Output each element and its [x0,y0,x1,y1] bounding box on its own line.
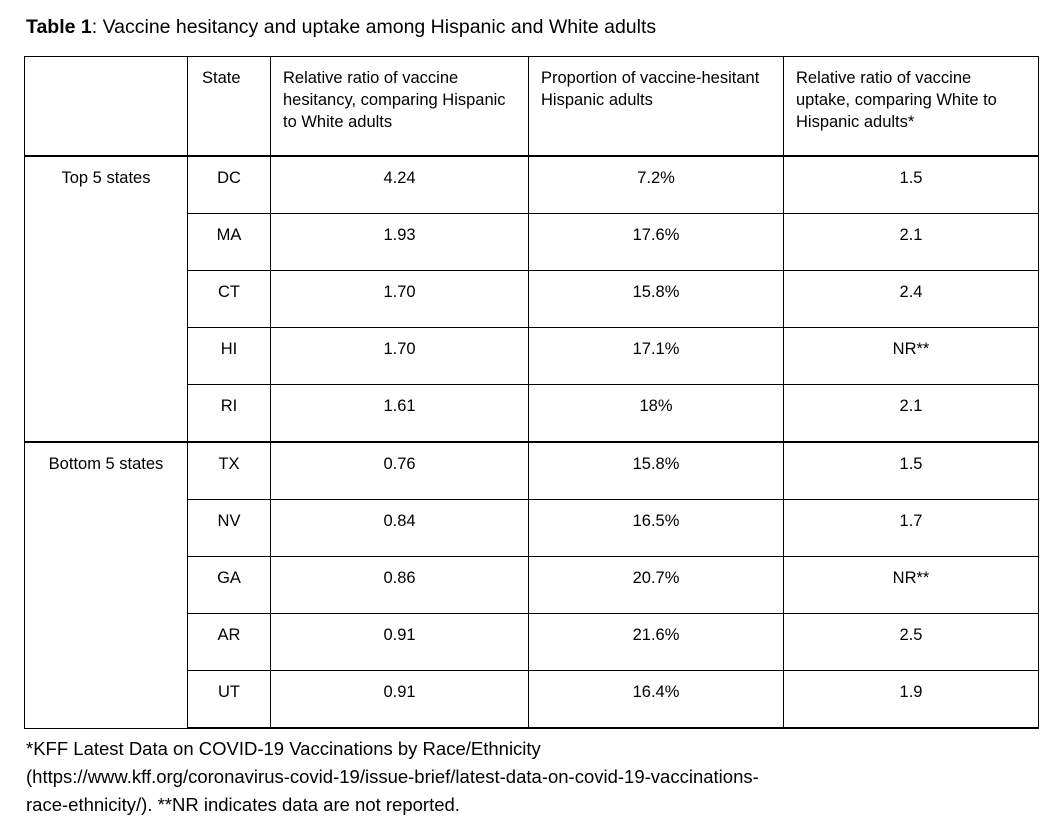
table-caption [26,14,1040,40]
cell-proportion-hesitant: 16.4% [529,671,784,729]
cell-proportion-hesitant: 18% [529,385,784,443]
group-label-top: Top 5 states [25,156,188,442]
cell-state: CT [188,271,271,328]
cell-hesitancy-ratio: 0.86 [271,557,529,614]
cell-state: MA [188,214,271,271]
cell-uptake-ratio: 1.7 [784,500,1039,557]
cell-uptake-ratio: 2.1 [784,214,1039,271]
cell-proportion-hesitant: 16.5% [529,500,784,557]
cell-uptake-ratio: NR** [784,328,1039,385]
header-proportion-hesitant: Proportion of vaccine-hesitant Hispanic adults [529,57,784,157]
cell-hesitancy-ratio: 1.93 [271,214,529,271]
table-caption-label: Table 1 [26,16,92,38]
table-footnote [26,735,1040,819]
cell-state: AR [188,614,271,671]
table-header-row [25,57,1039,157]
cell-uptake-ratio: 2.5 [784,614,1039,671]
cell-hesitancy-ratio: 1.70 [271,271,529,328]
cell-hesitancy-ratio: 0.91 [271,614,529,671]
cell-state: TX [188,442,271,500]
cell-proportion-hesitant: 17.1% [529,328,784,385]
cell-proportion-hesitant: 15.8% [529,442,784,500]
cell-state: HI [188,328,271,385]
cell-uptake-ratio: 1.5 [784,442,1039,500]
table-header [25,57,1039,157]
cell-hesitancy-ratio: 1.61 [271,385,529,443]
cell-hesitancy-ratio: 1.70 [271,328,529,385]
cell-uptake-ratio: NR** [784,557,1039,614]
table-body [25,156,1039,728]
table-row [25,442,1039,500]
table-caption-text: : Vaccine hesitancy and uptake among Hispanic and White adults [91,16,657,38]
table-row [25,156,1039,214]
cell-state: DC [188,156,271,214]
footnote-line-3: race-ethnicity/). **NR indicates data are not reported. [26,794,460,815]
cell-state: GA [188,557,271,614]
footnote-line-1: *KFF Latest Data on COVID-19 Vaccinations by Race/Ethnicity [26,738,541,759]
cell-hesitancy-ratio: 0.91 [271,671,529,729]
cell-hesitancy-ratio: 0.76 [271,442,529,500]
cell-uptake-ratio: 2.4 [784,271,1039,328]
header-blank [25,57,188,157]
header-hesitancy-ratio: Relative ratio of vaccine hesitancy, comparing Hispanic to White adults [271,57,529,157]
header-uptake-ratio: Relative ratio of vaccine uptake, comparing White to Hispanic adults* [784,57,1039,157]
cell-hesitancy-ratio: 4.24 [271,156,529,214]
cell-proportion-hesitant: 15.8% [529,271,784,328]
cell-proportion-hesitant: 21.6% [529,614,784,671]
cell-hesitancy-ratio: 0.84 [271,500,529,557]
cell-uptake-ratio: 2.1 [784,385,1039,443]
header-state: State [188,57,271,157]
cell-proportion-hesitant: 20.7% [529,557,784,614]
group-label-bottom: Bottom 5 states [25,442,188,728]
data-table [24,56,1039,729]
cell-state: RI [188,385,271,443]
cell-uptake-ratio: 1.9 [784,671,1039,729]
cell-state: NV [188,500,271,557]
cell-state: UT [188,671,271,729]
cell-proportion-hesitant: 17.6% [529,214,784,271]
cell-uptake-ratio: 1.5 [784,156,1039,214]
cell-proportion-hesitant: 7.2% [529,156,784,214]
footnote-line-2: (https://www.kff.org/coronavirus-covid-19/issue-brief/latest-data-on-covid-19-vaccinations- [26,766,759,787]
